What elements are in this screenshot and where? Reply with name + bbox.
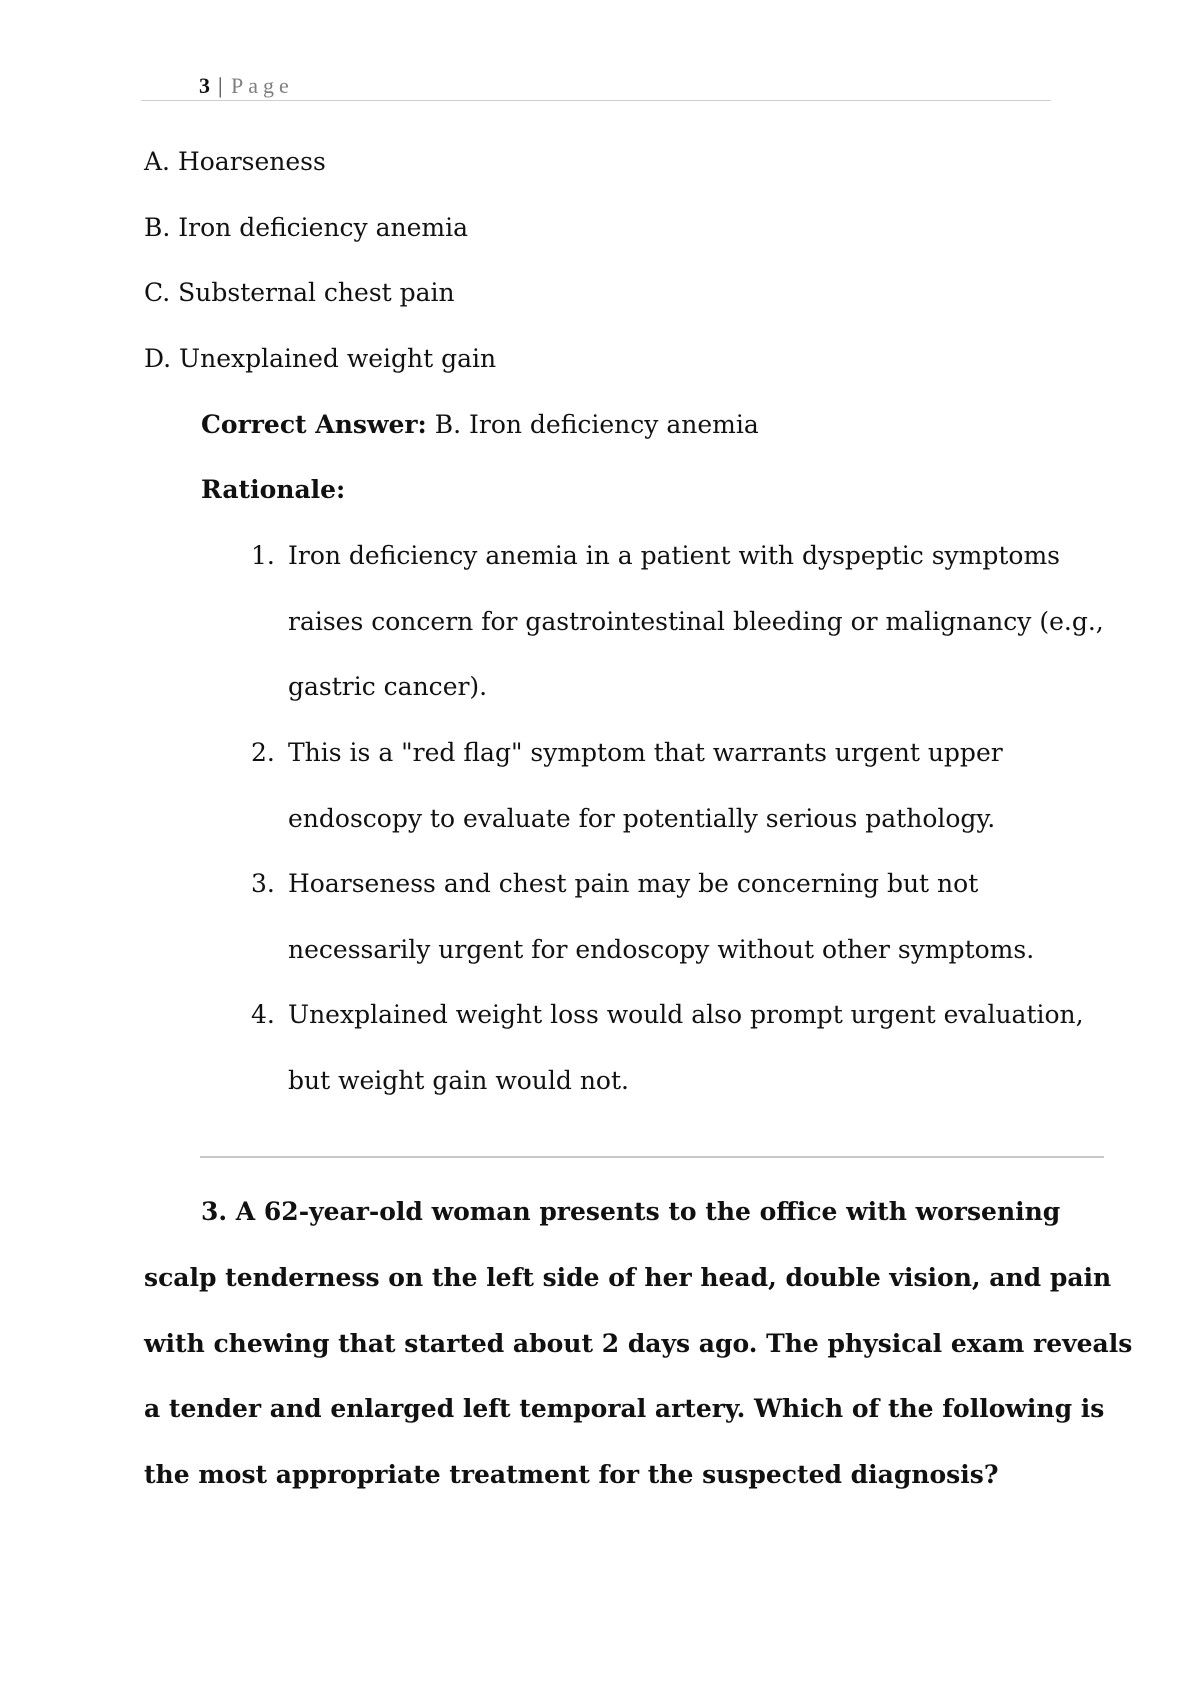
rationale-item-line: This is a "red flag" symptom that warrants urgent upper (288, 738, 1003, 767)
question-line: 3. A 62-year-old woman presents to the office with worsening (201, 1197, 1061, 1226)
rationale-heading: Rationale: (201, 475, 346, 504)
question-line: scalp tenderness on the left side of her head, double vision, and pain (144, 1263, 1112, 1292)
rationale-item-line: necessarily urgent for endoscopy without other symptoms. (288, 935, 1035, 964)
rationale-item-line: raises concern for gastrointestinal bleeding or malignancy (e.g., (288, 607, 1104, 636)
option-a: A. Hoarseness (144, 147, 326, 176)
option-d: D. Unexplained weight gain (144, 344, 497, 373)
correct-answer-label: Correct Answer: (201, 410, 427, 439)
rationale-item-number: 1. (251, 541, 275, 570)
rationale-item-line: gastric cancer). (288, 672, 488, 701)
option-b: B. Iron deficiency anemia (144, 213, 469, 242)
rationale-item-line: Unexplained weight loss would also prompt urgent evaluation, (288, 1000, 1084, 1029)
question-line: a tender and enlarged left temporal artery. Which of the following is (144, 1394, 1105, 1423)
section-divider (200, 1156, 1104, 1158)
correct-answer (201, 409, 759, 441)
question-line: the most appropriate treatment for the suspected diagnosis? (144, 1460, 999, 1489)
rationale-item-number: 3. (251, 869, 275, 898)
rationale-item-line: Hoarseness and chest pain may be concerning but not (288, 869, 979, 898)
rationale-item-line: but weight gain would not. (288, 1066, 629, 1095)
rationale-item-line: Iron deficiency anemia in a patient with dyspeptic symptoms (288, 541, 1060, 570)
question-line: with chewing that started about 2 days ago. The physical exam reveals (144, 1329, 1133, 1358)
page-header (141, 70, 1051, 101)
page-label: Page (231, 73, 294, 98)
rationale-item-number: 4. (251, 1000, 275, 1029)
correct-answer-value: B. Iron deficiency anemia (426, 410, 759, 439)
header-separator: | (218, 73, 223, 98)
rationale-item-line: endoscopy to evaluate for potentially serious pathology. (288, 804, 996, 833)
rationale-item-number: 2. (251, 738, 275, 767)
page-number: 3 (199, 73, 210, 98)
option-c: C. Substernal chest pain (144, 278, 455, 307)
